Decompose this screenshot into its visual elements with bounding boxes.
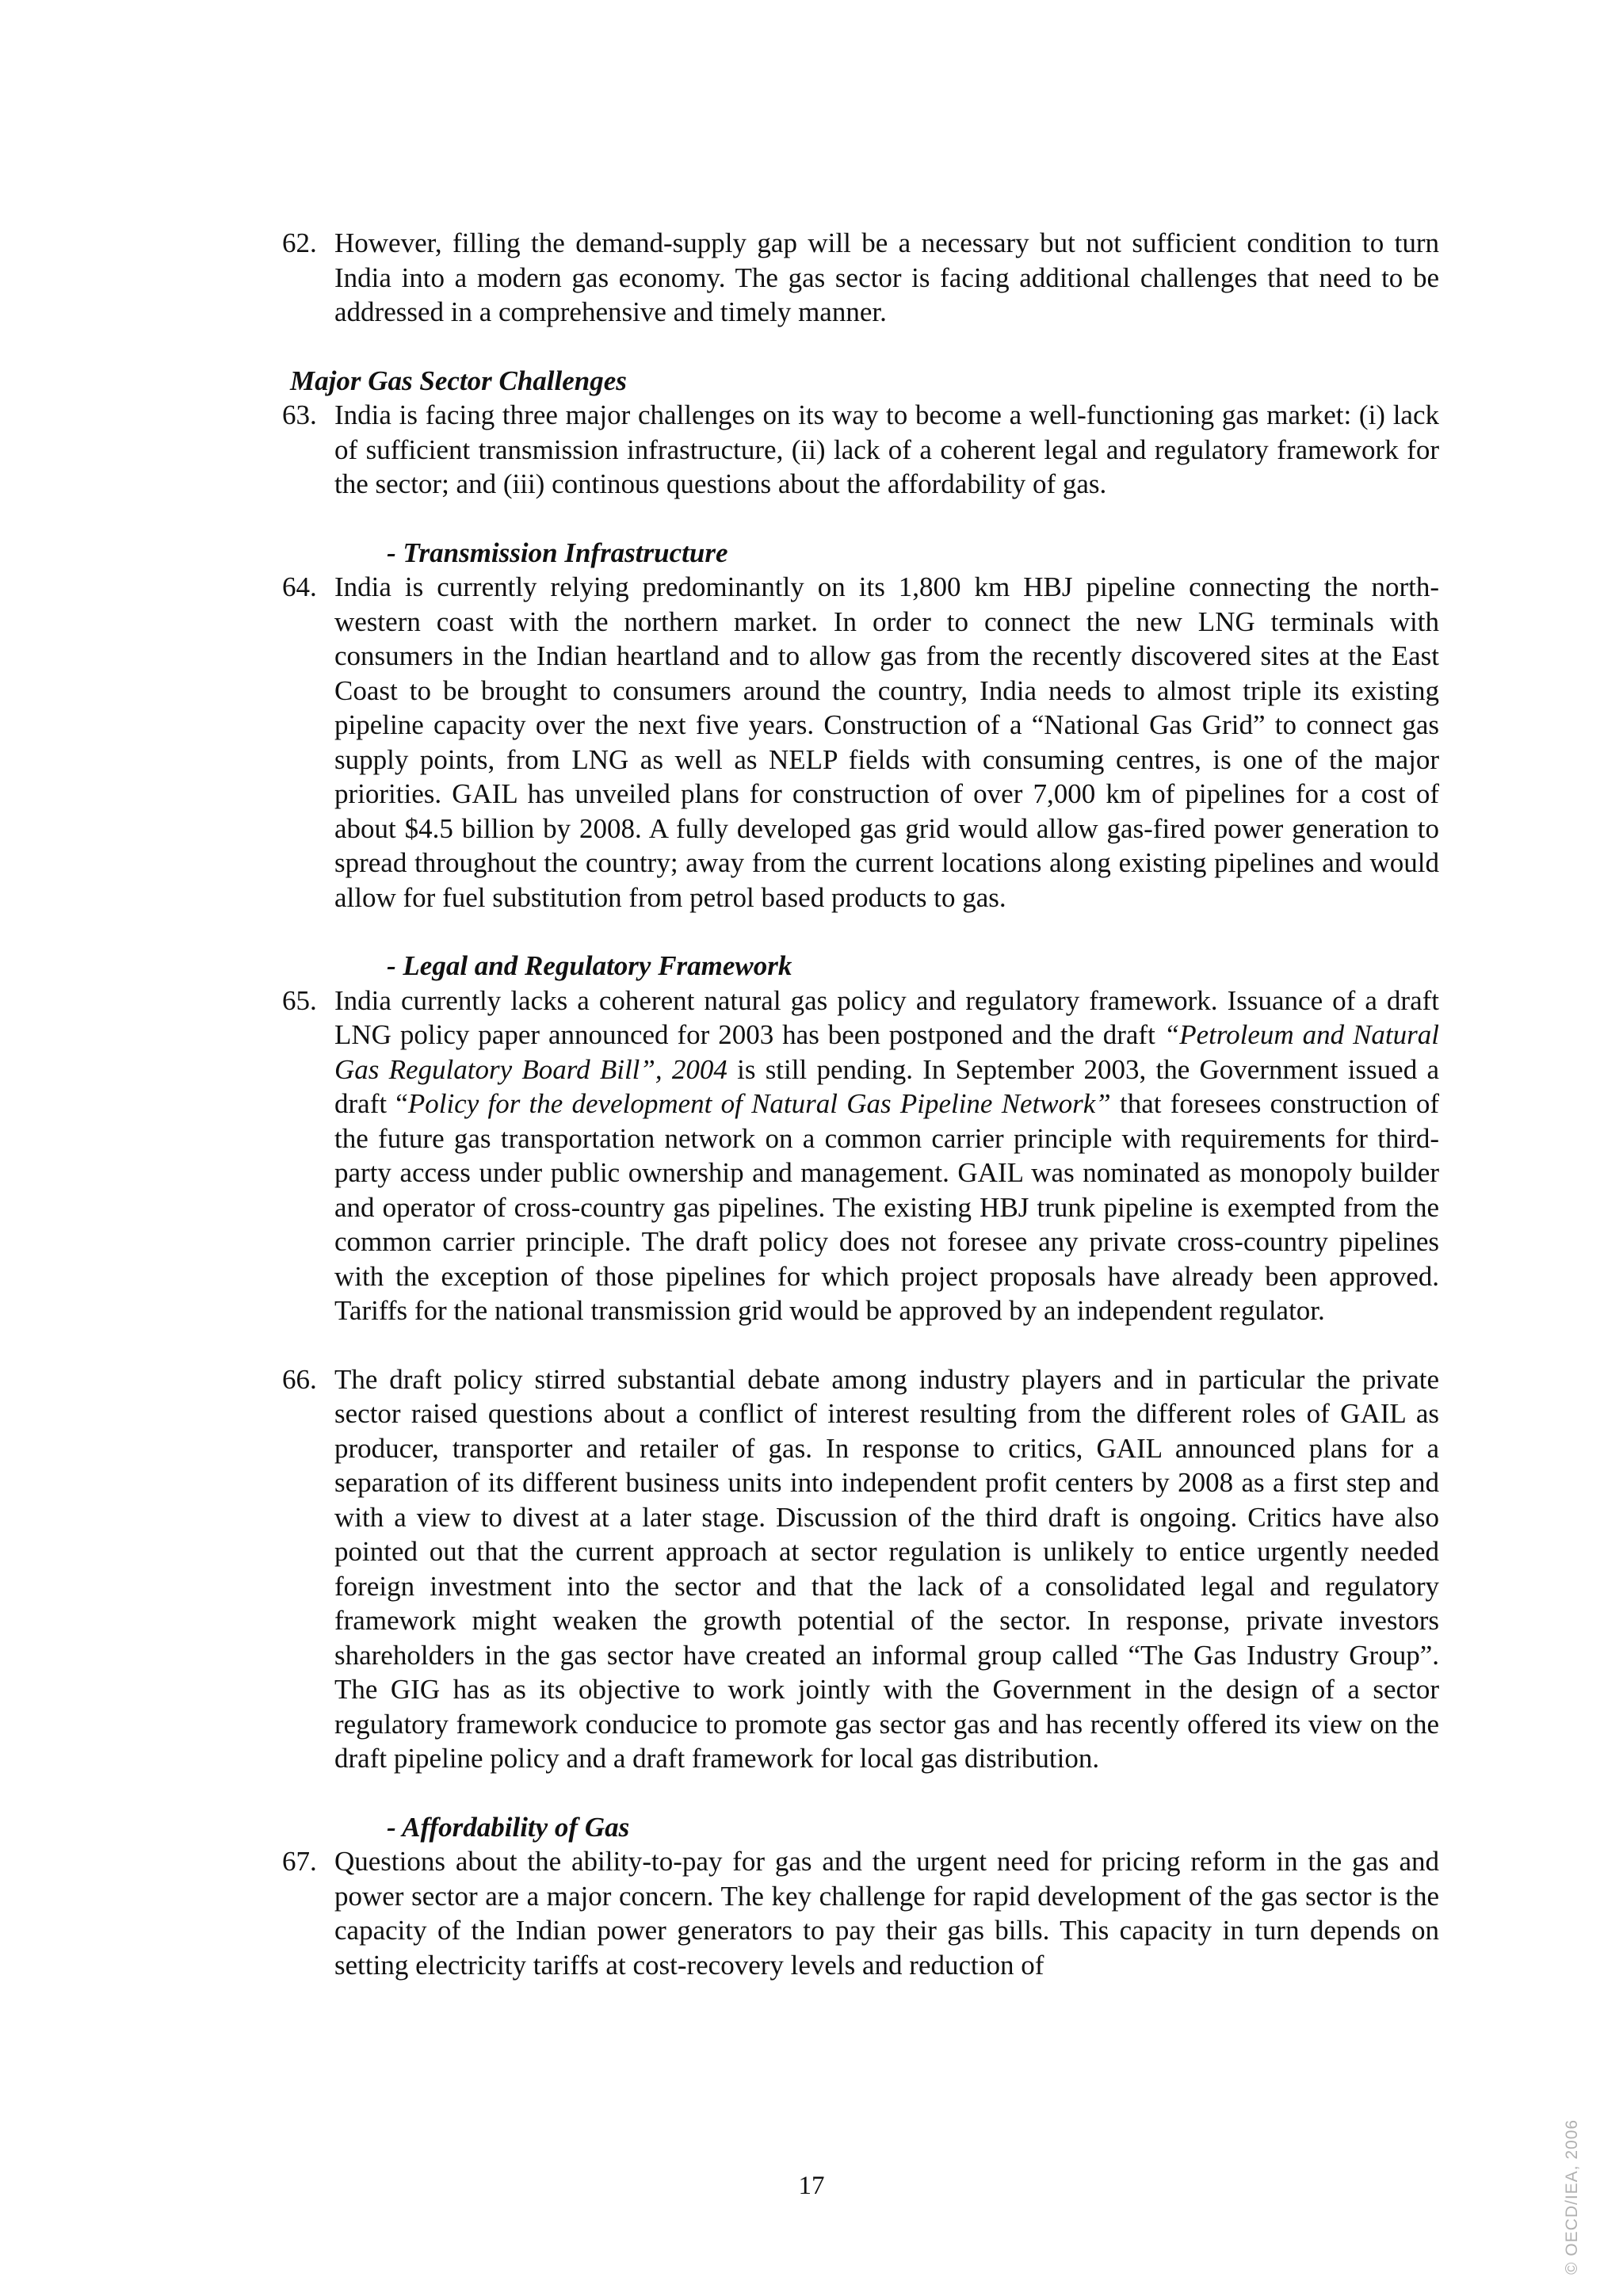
paragraph-text: Questions about the ability-to-pay for gas and the urgent need for pricing reform in the gas and power sector are a major concern. The key challenge for rapid development of the gas sector is the capacity of the Indian power generators to pay their gas bills. This capacity in turn depends on setting electricity tariffs at cost-recovery levels and reduction of <box>334 1846 1439 1981</box>
subheading-legal-regulatory: - Legal and Regulatory Framework <box>387 950 792 981</box>
paragraph-text: However, filling the demand-supply gap will be a necessary but not sufficient condition to turn India into a modern gas economy. The gas sector is facing additional challenges that need to be addressed in a comprehensive and timely manner. <box>334 227 1439 327</box>
paragraph-64 <box>282 570 1439 915</box>
paragraph-text: India is facing three major challenges on its way to become a well-functioning gas market: (i) lack of sufficient transmission infrastructure, (ii) lack of a coherent legal and regulatory framework for the sector; and (iii) continous questions about the affordability of gas. <box>334 399 1439 499</box>
document-body <box>282 226 1439 2016</box>
subheading-transmission-infrastructure: - Transmission Infrastructure <box>387 537 728 568</box>
copyright-watermark: © OECD/IEA, 2006 <box>1563 2118 1581 2275</box>
bill-title: “Petroleum and Natural Gas Regulatory Board Bill”, 2004 <box>334 1019 1439 1085</box>
paragraph-number: 66. <box>282 1363 317 1395</box>
paragraph-number: 62. <box>282 227 317 258</box>
paragraph-text: The draft policy stirred substantial debate among industry players and in particular the private sector raised questions about a conflict of interest resulting from the different roles of GAIL as producer, transporter and retailer of gas. In response to critics, GAIL announced plans for a separation of its different business units into independent profit centers by 2008 as a first step and with a view to divest at a later stage. Discussion of the third draft is ongoing. Critics have also pointed out that the current approach at sector regulation is unlikely to entice urgently needed foreign investment into the sector and that the lack of a consolidated legal and regulatory framework might weaken the growth potential of the sector. In response, private investors shareholders in the gas sector have created an informal group called “The Gas Industry Group”. The GIG has as its objective to work jointly with the Government in the design of a sector regulatory framework conducice to promote gas sector gas and has recently offered its view on the draft pipeline policy and a draft framework for local gas distribution. <box>334 1363 1439 1774</box>
paragraph-62 <box>282 226 1439 330</box>
page-number: 17 <box>798 2172 825 2200</box>
policy-title: Policy for the development of Natural Gas Pipeline Network” <box>407 1088 1111 1119</box>
paragraph-number: 65. <box>282 984 317 1016</box>
text-run: that foresees construction of the future gas transportation network on a common carrier principle with requirements for third-party access under public ownership and management. GAIL was nominated as monopoly builder and operator of cross-country gas pipelines. The existing HBJ trunk pipeline is exempted from the common carrier principle. The draft policy does not foresee any private cross-country pipelines with the exception of those pipelines for which project proposals have already been approved. Tariffs for the national transmission grid would be approved by an independent regulator. <box>334 1088 1440 1326</box>
paragraph-number: 63. <box>282 399 317 430</box>
paragraph-67 <box>282 1844 1439 1982</box>
paragraph-text: India is currently relying predominantly on its 1,800 km HBJ pipeline connecting the north-western coast with the northern market. In order to connect the new LNG terminals with consumers in the Indian heartland and to allow gas from the recently discovered sites at the East Coast to be brought to consumers around the country, India needs to almost triple its existing pipeline capacity over the next five years. Construction of a “National Gas Grid” to connect gas supply points, from LNG as well as NELP fields with consuming centres, is one of the major priorities. GAIL has unveiled plans for construction of over 7,000 km of pipelines for a cost of about $4.5 billion by 2008. A fully developed gas grid would allow gas-fired power generation to spread throughout the country; away from the current locations along existing pipelines and would allow for fuel substitution from petrol based products to gas. <box>334 571 1439 913</box>
text-run: is still pending. In September 2003, the Government issued a draft “ <box>334 1053 1439 1119</box>
text-run: India currently lacks a coherent natural gas policy and regulatory framework. Issuance of a draft LNG policy paper announced for 2003 has been postponed and the draft <box>334 984 1439 1050</box>
paragraph-65 <box>282 984 1439 1328</box>
paragraph-number: 64. <box>282 571 317 602</box>
paragraph-66 <box>282 1362 1439 1776</box>
subheading-affordability: - Affordability of Gas <box>387 1811 630 1843</box>
section-heading-major-challenges: Major Gas Sector Challenges <box>290 365 627 396</box>
paragraph-text <box>334 985 1439 1327</box>
paragraph-number: 67. <box>282 1846 317 1877</box>
paragraph-63 <box>282 398 1439 502</box>
